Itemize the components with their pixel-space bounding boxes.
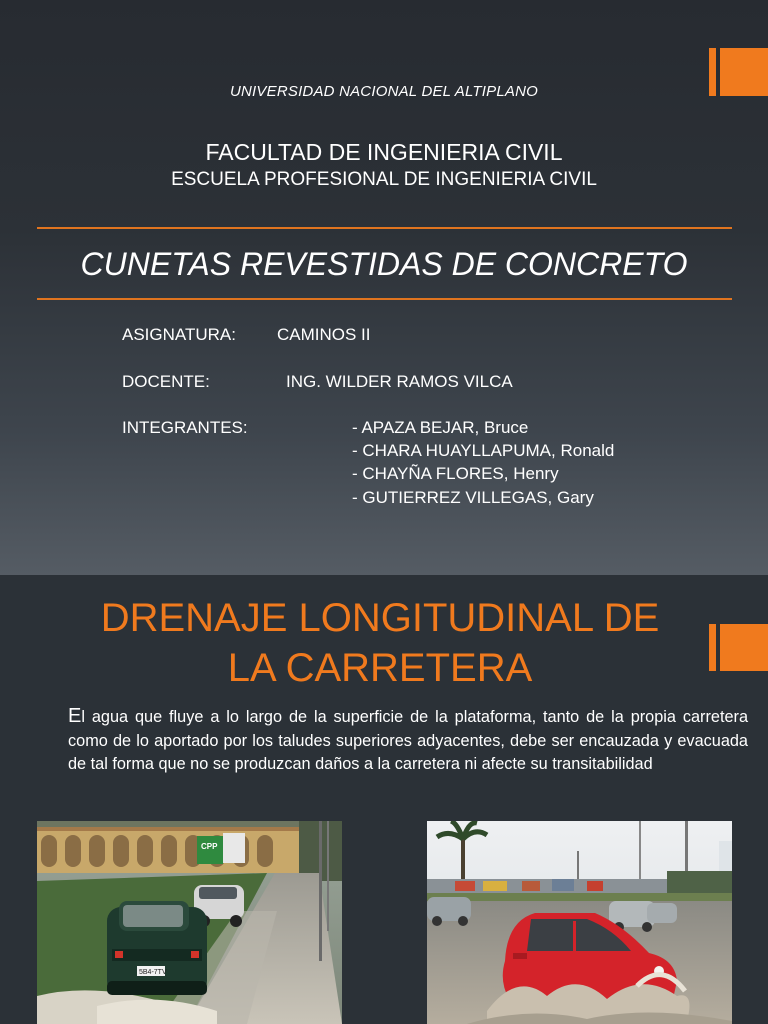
slide-title-line-1: DRENAJE LONGITUDINAL DE — [100, 596, 660, 640]
teacher-label: DOCENTE: — [122, 372, 210, 391]
sign-text: CPP — [201, 842, 218, 851]
member-item: - APAZA BEJAR, Bruce — [352, 418, 529, 437]
subject-value: CAMINOS II — [277, 325, 371, 344]
content-slide — [0, 575, 768, 1024]
member-item: - CHARA HUAYLLAPUMA, Ronald — [352, 441, 615, 460]
member-item: - GUTIERREZ VILLEGAS, Gary — [352, 488, 594, 507]
member-item: - CHAYÑA FLORES, Henry — [352, 464, 559, 483]
drop-initial: E — [68, 705, 82, 727]
license-plate: 5B4-7TV — [139, 969, 167, 976]
title-rule-top — [37, 227, 732, 229]
subject-label: ASIGNATURA: — [122, 325, 236, 344]
body-text: l agua que fluye a lo largo de la superficie de la plataforma, tanto de la propia carretera como de lo aportado por los taludes superiores adyacentes, debe ser encauzada y evacuada de tal forma que no se produzcan daños a la carretera ni afecte su transitabilidad — [68, 708, 748, 773]
body-paragraph — [68, 705, 748, 777]
slide-title-line-2: LA CARRETERA — [227, 646, 533, 690]
teacher-value: ING. WILDER RAMOS VILCA — [286, 372, 513, 391]
photo-flooded-intersection — [427, 821, 732, 1024]
school-name: ESCUELA PROFESIONAL DE INGENIERIA CIVIL — [171, 169, 597, 190]
university-name: UNIVERSIDAD NACIONAL DEL ALTIPLANO — [229, 83, 538, 100]
title-rule-bottom — [37, 298, 732, 300]
members-label: INTEGRANTES: — [122, 418, 248, 437]
presentation-title: CUNETAS REVESTIDAS DE CONCRETO — [80, 246, 688, 282]
photo-flooded-road — [37, 821, 342, 1024]
faculty-name: FACULTAD DE INGENIERIA CIVIL — [205, 139, 563, 165]
